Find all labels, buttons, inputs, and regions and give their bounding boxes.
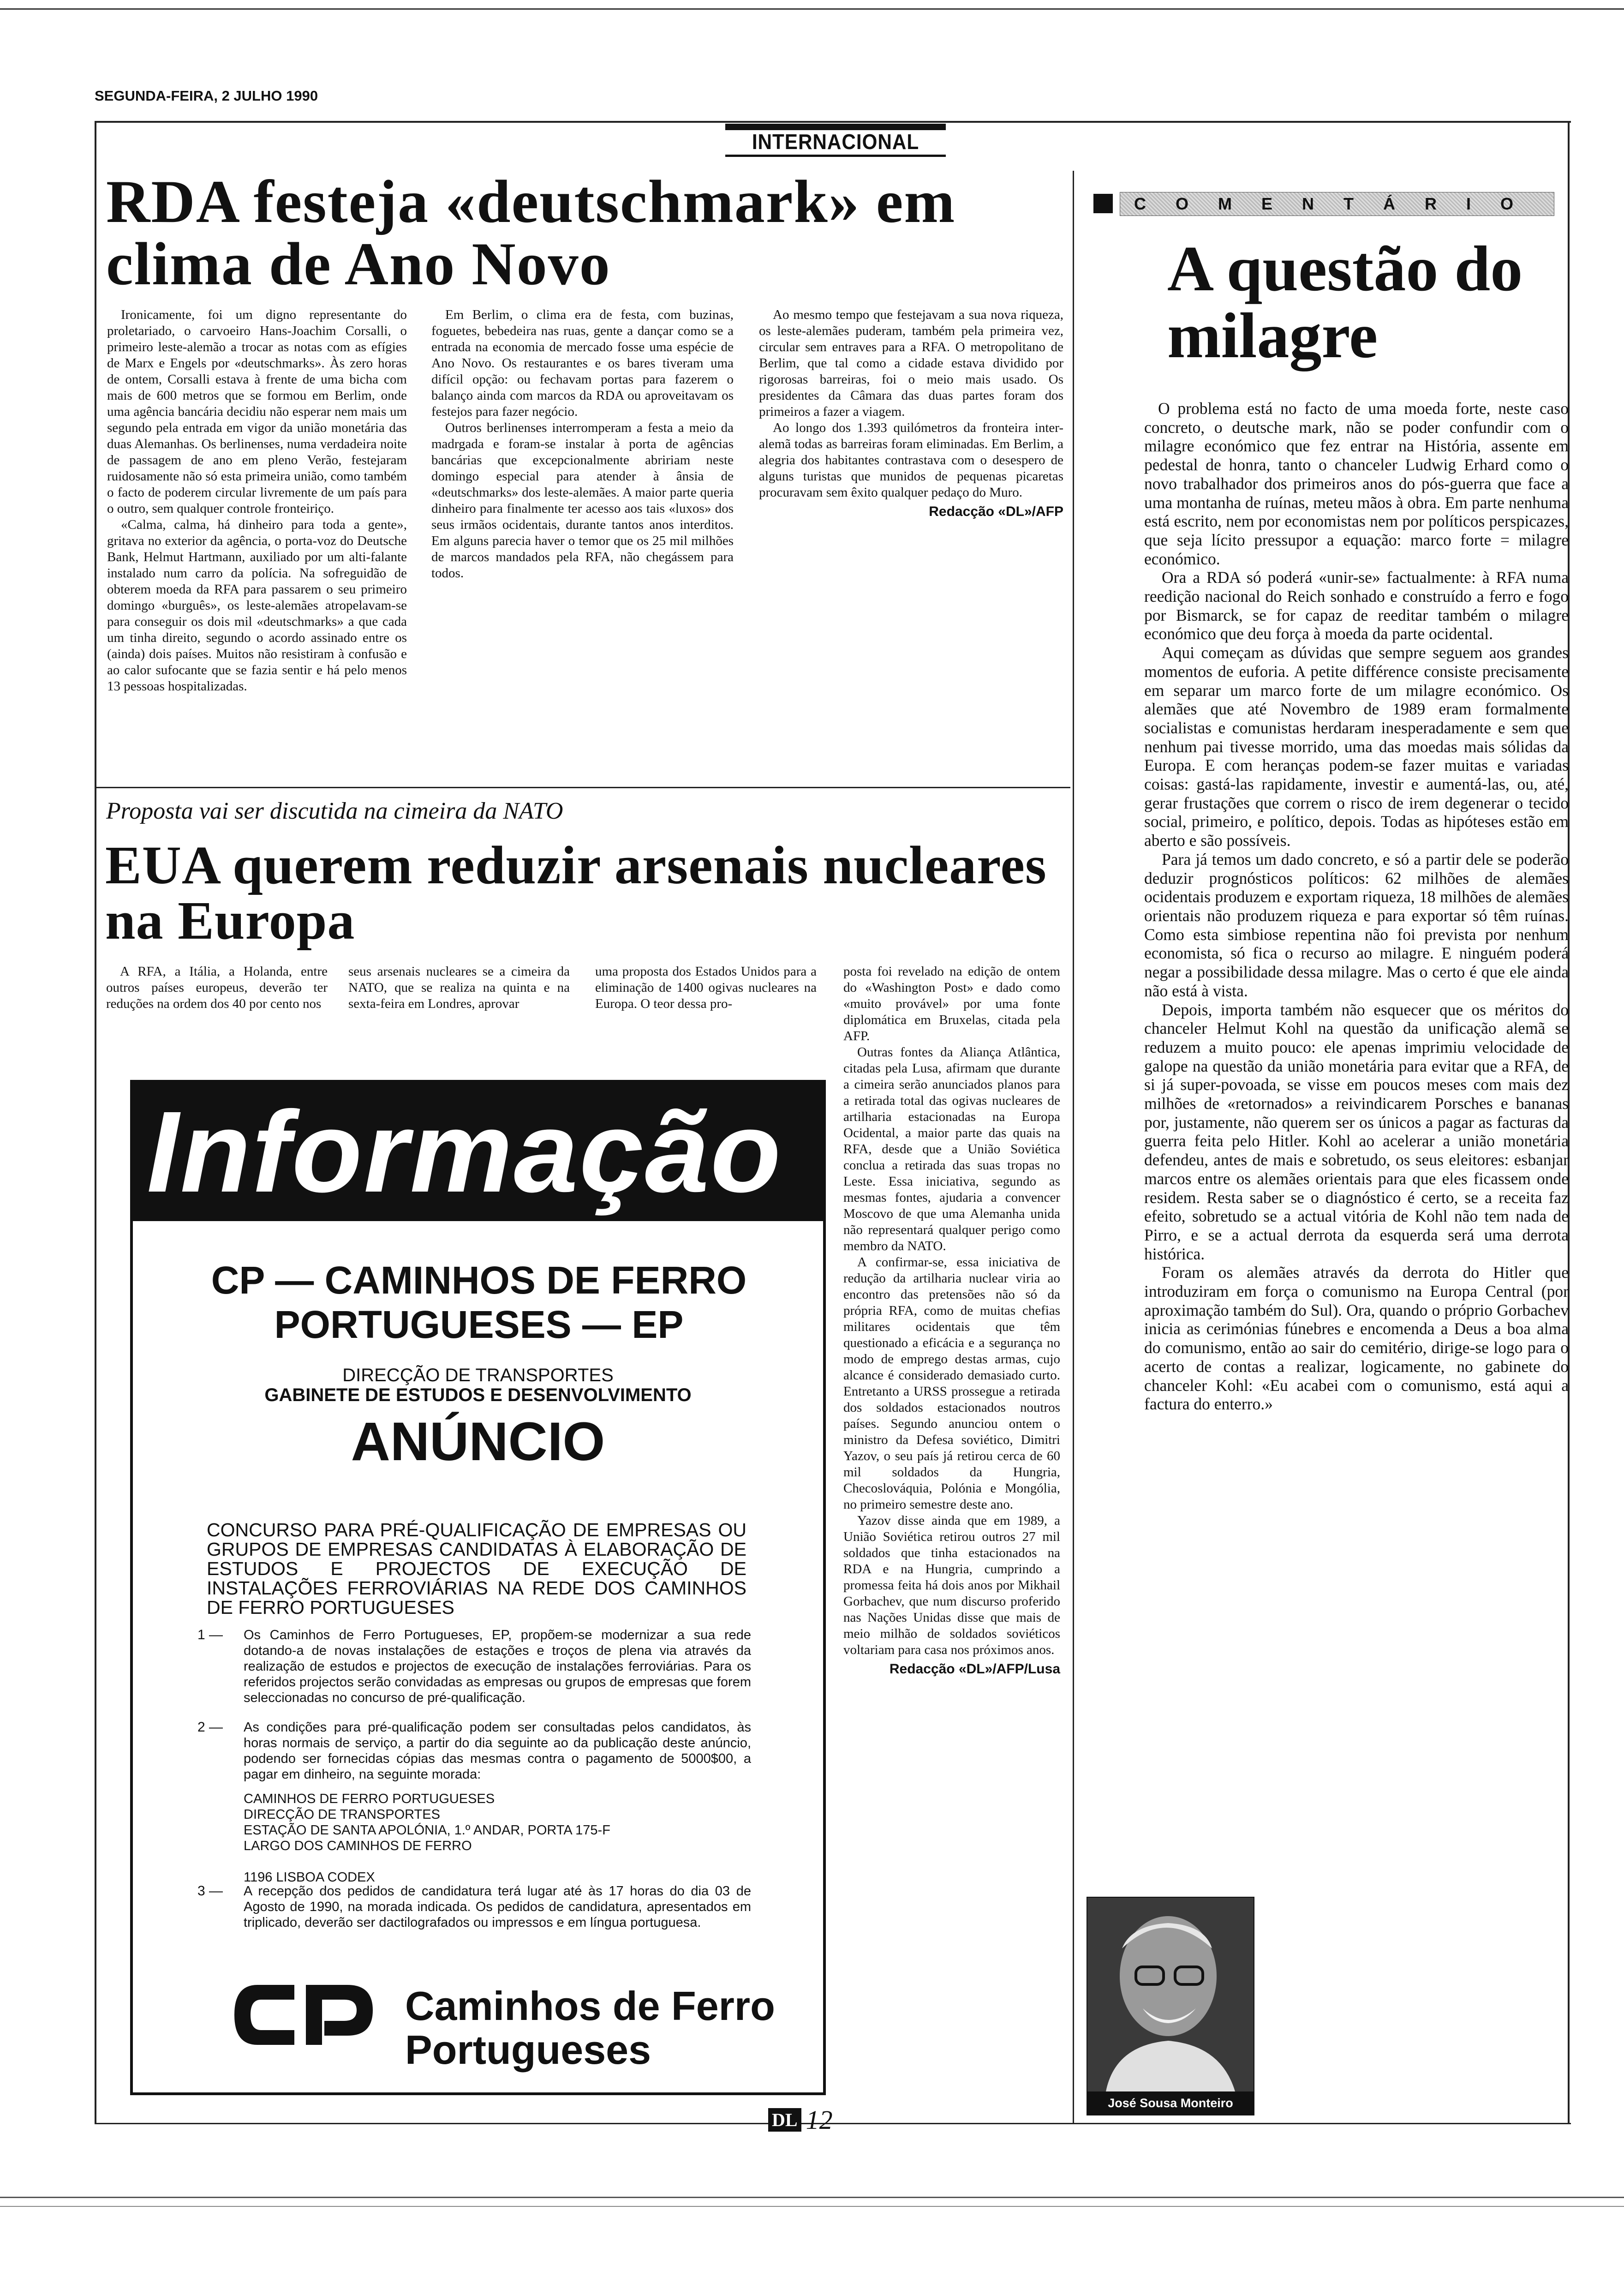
ad-item-1-number: 1 — (197, 1627, 223, 1642)
scan-edge-line-bottom (0, 2197, 1624, 2198)
frame-bottom-rule (95, 2123, 1571, 2124)
ad-address-line: ESTAÇÃO DE SANTA APOLÓNIA, 1.º ANDAR, PORTA 175-F (244, 1823, 610, 1838)
article1-col1 (107, 307, 407, 695)
article1-para6: Ao longo dos 1.393 quilómetros da fronteira inter-alemã todas as barreiras foram eliminadas. Em Berlim, a alegria dos habitantes contrastava com o desespero de alguns turistas que munidos de pequenas picaretas procuravam sem êxito qualquer pedaço do Muro. (759, 420, 1063, 500)
commentary-para3: Aqui começam as dúvidas que sempre seguem aos grandes momentos de euforia. A petite différence consiste precisamente em separar um marco forte de um milagre económico. Os alemães que até Novembro de 1989 eram formalmente socialistas e comunistas herdaram inesperadamente e sem que nenhum pai tivesse morrido, uma das moedas mais sólidas da Europa. E com heranças podem-se fazer muitas e variadas coisas: gastá-las rapidamente, investir e aumentá-las, ou, até, gerar frustações que correm o risco de irem degenerar o tecido social, primeiro, e político, depois. Todas as hipóteses estão em aberto e são possíveis. (1144, 643, 1569, 850)
article2-lead-col3 (595, 964, 817, 1012)
dateline: SEGUNDA-FEIRA, 2 JULHO 1990 (95, 88, 318, 104)
commentary-para5: Depois, importa também não esquecer que os méritos do chanceler Helmut Kohl na questão da unificação alemã se reduzem a muito pouco: ele apenas imprimiu velocidade de galope na questão da união monetária para evitar que a RFA, de si já super-povoada, se visse em poucos meses com mais dez milhões de «retornados» a reivindicarem Porsches e bananas por, justamente, não querem ser os únicos a pagar as facturas da guerra feita pelo Hitler. Kohl ao acelerar a união monetária defendeu, antes de mais e sobretudo, os seus eleitores: esbanjar marcos entre os alemães orientais para que eles ficassem onde residem. Resta saber se o diagnóstico é certo, se a receita faz efeito, sobretudo se a actual vitória de Kohl não tem nada de Pirro, e se a actual derrota da esquerda será uma derrota histórica. (1144, 1000, 1569, 1263)
article1-para3: Em Berlim, o clima era de festa, com buzinas, foguetes, bebedeira nas ruas, gente a dançar como se a entrada na economia de mercado fosse uma espécie de Ano Novo. Os restaurantes e os bares tiveram uma difícil opção: ou fechavam portas para fazerem o balanço ainda com marcos da RDA ou aproveitavam os festejos para fazer negócio. (431, 307, 734, 419)
section-tag (725, 124, 946, 157)
article2-para4: Yazov disse ainda que em 1989, a União Soviética retirou outros 27 mil soldados que tinha estacionados na RDA e na Hungria, cumprindo a promessa feita há dois anos por Mikhail Gorbachev, que num discurso proferido nas Nações Unidas disse que mais de meio milhão de soldados soviéticos voltariam para casa nos próximos anos. (843, 1513, 1060, 1657)
commentary-headline: A questão do milagre (1167, 233, 1523, 372)
page-number: 12 (806, 2105, 833, 2135)
commentary-label-box (1120, 192, 1554, 216)
article2-lead1: A RFA, a Itália, a Holanda, entre outros países europeus, deverão ter reduções na ordem dos 40 por cento nos (106, 964, 328, 1011)
article-separator (95, 787, 1070, 788)
ad-banner-text: Informação (147, 1087, 782, 1216)
commentary-para1: O problema está no facto de uma moeda forte, neste caso concreto, o deutsche mark, não se poder confundir com o milagre económico que fez entrar na História, assente em pedestal de honra, tanto o chanceler Ludwig Erhard como o novo trabalhador dos primeiros anos do pós-guerra que face a uma montanha de ruínas, meteu mãos à obra. Em parte nenhuma está escrito, nem por economistas nem por políticos perspicazes, que seja lícito pressupor a equação: marco forte = milagre económico. (1144, 399, 1569, 568)
article2-lead3: uma proposta dos Estados Unidos para a eliminação de 1400 ogivas nucleares na Europa. O teor dessa pro- (595, 964, 817, 1011)
commentary-body (1144, 399, 1569, 1414)
article2-lead2: seus arsenais nucleares se a cimeira da NATO, que se realiza na quinta e na sexta-feira em Londres, aprovar (348, 964, 570, 1011)
ad-address-line: DIRECÇÃO DE TRANSPORTES (244, 1807, 440, 1822)
article1-headline: RDA festeja «deutschmark» em clima de Ano Novo (106, 168, 956, 298)
article1-para5: Ao mesmo tempo que festejavam a sua nova riqueza, os leste-alemães puderam, também pela primeira vez, circular sem entraves para a RFA. O metropolitano de Berlim, que tal como a cidade estava dividido por rigorosas barreiras, foi o meio mais usado. Os presidentes da Câmara das duas partes foram dos primeiros a fazer a viagem. (759, 307, 1063, 419)
article2-headline: EUA querem reduzir arsenais nucleares na Europa (105, 835, 1047, 951)
commentary-para6: Foram os alemães através da derrota do Hitler que introduziram em força o comunismo na Europa Central (por aproximação também do Sul). Ora, quando o próprio Gorbachev inicia as cerimónias fúnebres e encomenda a Deus a boa alma do comunismo, então ao sair do cemitério, dirige-se logo para o acerto de contas a realizar, logicamente, no gabinete do chanceler Kohl: «Eu acabei com o comunismo, está aqui a factura do enterro.» (1144, 1263, 1569, 1414)
scan-edge-line (0, 8, 1624, 10)
cp-brand-line2: Portugueses (405, 2027, 651, 2073)
ad-address (244, 1791, 705, 1885)
page-footer (768, 2104, 833, 2135)
section-label: INTERNACIONAL (752, 130, 919, 154)
article2-lead-col2 (348, 964, 570, 1012)
ad-item-2-text: As condições para pré-qualificação podem ser consultadas pelos candidatos, às horas normais de serviço, a partir do dia seguinte ao da publicação deste anúncio, podendo ser fornecidas cópias das mesmas contra o pagamento de 5000$00, a pagar em dinheiro, na seguinte morada: (244, 1720, 751, 1782)
footer-logo: DL (768, 2108, 801, 2132)
ad-company: CP — CAMINHOS DE FERRO PORTUGUESES — EP (211, 1258, 747, 1346)
author-photo (1087, 1897, 1254, 2115)
article2-credit: Redacção «DL»/AFP/Lusa (889, 1661, 1060, 1677)
author-portrait-icon (1087, 1898, 1254, 2091)
ad-item-3-number: 3 — (197, 1883, 223, 1899)
ad-banner (133, 1083, 823, 1221)
cp-advertisement (130, 1080, 826, 2095)
article1-para4: Outros berlinenses interromperam a festa a meio da madrgada e foram-se instalar à porta de agências bancárias que excepcionalmente abririam neste domingo especial para atender à ânsia de «deutschmarks» dos leste-alemães. A maior parte queria dinheiro para finalmente ter acesso aos tais «luxos» dos seus irmãos ocidentais, durante tantos anos interditos. Em alguns parecia haver o temor que os 25 mil milhões de marcos mandados pela RFA, não chegássem para todos. (431, 420, 734, 581)
article1-col3 (759, 307, 1063, 520)
article2-para3: A confirmar-se, essa iniciativa de redução da artilharia nuclear viria ao encontro das pretensões não só da própria RFA, como de muitas chefias militares ocidentais que têm questionado a eficácia e a segurança no modo de emprego destas armas, cujo alcance é considerado demasiado curto. Entretanto a URSS prossegue a retirada dos soldados estacionados noutros países. Segundo anunciou ontem o ministro da Defesa soviético, Dimitri Yazov, o seu país já retirou cerca de 60 mil soldados da Hungria, Checoslováquia, Polónia e Mongólia, no primeiro semestre deste ano. (843, 1255, 1060, 1512)
article1-para2: «Calma, calma, há dinheiro para toda a gente», gritava no exterior da agência, o porta-voz do Deutsche Bank, Helmut Hartmann, auxiliado por um alti-falante instalado num carro da polícia. Na sofreguidão de obterem moeda da RFA para passarem o seu primeiro domingo «burguês», os leste-alemães atropelavam-se para conseguir os dois mil «deutschmarks» a que cada um tinha direito, segundo o acordo assinado entre os (ainda) dois países. Muitos não resistiram à confusão e ao calor sufocante que se fazia sentir e há pelo menos 13 pessoas hospitalizadas. (107, 517, 407, 694)
commentary-left-rule (1073, 171, 1074, 2123)
ad-item-1-text: Os Caminhos de Ferro Portugueses, EP, propõem-se modernizar a sua rede dotando-a de novas instalações de estações e troços de plena via através da realização de estudos e projectos de execução de instalações ferroviárias. Para os referidos projectos serão convidadas as empresas ou grupos de empresas que forem seleccionadas no concurso de pré-qualificação. (244, 1628, 751, 1705)
commentary-square-icon (1093, 194, 1113, 213)
cp-logo-mark (225, 1976, 382, 2054)
article1-credit: Redacção «DL»/AFP (929, 504, 1063, 519)
article2-col4 (843, 964, 1060, 1677)
ad-department: DIRECÇÃO DE TRANSPORTES (342, 1365, 614, 1385)
commentary-label: COMENTÁRIO (1134, 194, 1543, 213)
commentary-label-bar (1091, 189, 1559, 218)
commentary-para4: Para já temos um dado concreto, e só a partir dele se poderão deduzir prognósticos políticos: 62 milhões de alemães ocidentais produzem e exportam riqueza, 18 milhões de alemães orientais não produzem riqueza e para exportar só têm ruínas. Como esta simbiose repentina não foi prevista por nenhum economista, só fica o recurso ao milagre. E ninguém poderá negar a possibilidade dessa milagre. Mas o certo é que ele ainda não está à vista. (1144, 850, 1569, 1000)
commentary-para2: Ora a RDA só poderá «unir-se» factualmente: à RFA numa reedição nacional do Reich sonhado e construído a ferro e fogo por Bismarck, se for capaz de reeditar também o milagre económico que deu força à moeda da parte ocidental. (1144, 568, 1569, 643)
ad-item-2-number: 2 — (197, 1720, 223, 1735)
article1-para1: Ironicamente, foi um digno representante do proletariado, o carvoeiro Hans-Joachim Corsalli, o primeiro leste-alemão a trocar as notas com as efígies de Marx e Engels por «deutschmarks». Às zero horas de ontem, Corsalli estava à frente de uma bicha com mais de 600 metros que se formou em Berlim, onde uma agência bancária decidiu não esperar nem mais um segundo pela entrada em vigor da união monetária das duas Alemanhas. Os berlinenses, numa verdadeira noite de passagem de ano em pleno Verão, festejaram ruidosamente não só esta primeira união, como também o facto de poderem circular livremente de um país para o outro, sem qualquer controle fronteiriço. (107, 307, 407, 516)
ad-address-line: 1196 LISBOA CODEX (244, 1870, 375, 1885)
article2-lead-col1 (106, 964, 328, 1012)
scan-edge-line-bottom-2 (0, 2206, 1624, 2207)
ad-address-line: CAMINHOS DE FERRO PORTUGUESES (244, 1792, 495, 1806)
ad-address-line: LARGO DOS CAMINHOS DE FERRO (244, 1839, 472, 1853)
cp-logo (225, 1976, 382, 2054)
frame-top-rule (95, 121, 1571, 123)
article1-col2 (431, 307, 734, 581)
article2-kicker: Proposta vai ser discutida na cimeira da NATO (106, 798, 563, 824)
cp-brand-line1: Caminhos de Ferro (405, 1983, 775, 2029)
article2-para1: posta foi revelado na edição de ontem do «Washington Post» e dado como «muito provável» por uma fonte diplomática em Bruxelas, citada pela AFP. (843, 964, 1060, 1043)
frame-left-rule (95, 121, 96, 2124)
ad-item-3-text: A recepção dos pedidos de candidatura terá lugar até às 17 horas do dia 03 de Agosto de 1990, na morada indicada. Os pedidos de candidatura, apresentados em triplicado, deverão ser dactilografados ou impressos e em língua portuguesa. (244, 1884, 751, 1930)
ad-subject: CONCURSO PARA PRÉ-QUALIFICAÇÃO DE EMPRESAS OU GRUPOS DE EMPRESAS CANDIDATAS À ELABORAÇÃO DE ESTUDOS E PROJECTOS DE EXECUÇÃO DE INSTALAÇÕES FERROVIÁRIAS NA REDE DOS CAMINHOS DE FERRO PORTUGUESES (207, 1519, 746, 1618)
author-caption: José Sousa Monteiro (1087, 2091, 1254, 2115)
ad-office: GABINETE DE ESTUDOS E DESENVOLVIMENTO (264, 1385, 692, 1405)
ad-title: ANÚNCIO (351, 1411, 605, 1472)
article2-para2: Outras fontes da Aliança Atlântica, citadas pela Lusa, afirmam que durante a cimeira serão anunciados planos para a retirada total das ogivas nucleares de artilharia estacionadas na Europa Ocidental, a maior parte das quais na RFA, desde que a União Soviética conclua a retirada das suas tropas no Leste. Essa iniciativa, segundo as mesmas fontes, ajudaria a convencer Moscovo de que uma Alemanha unida não representará qualquer perigo como membro da NATO. (843, 1045, 1060, 1253)
